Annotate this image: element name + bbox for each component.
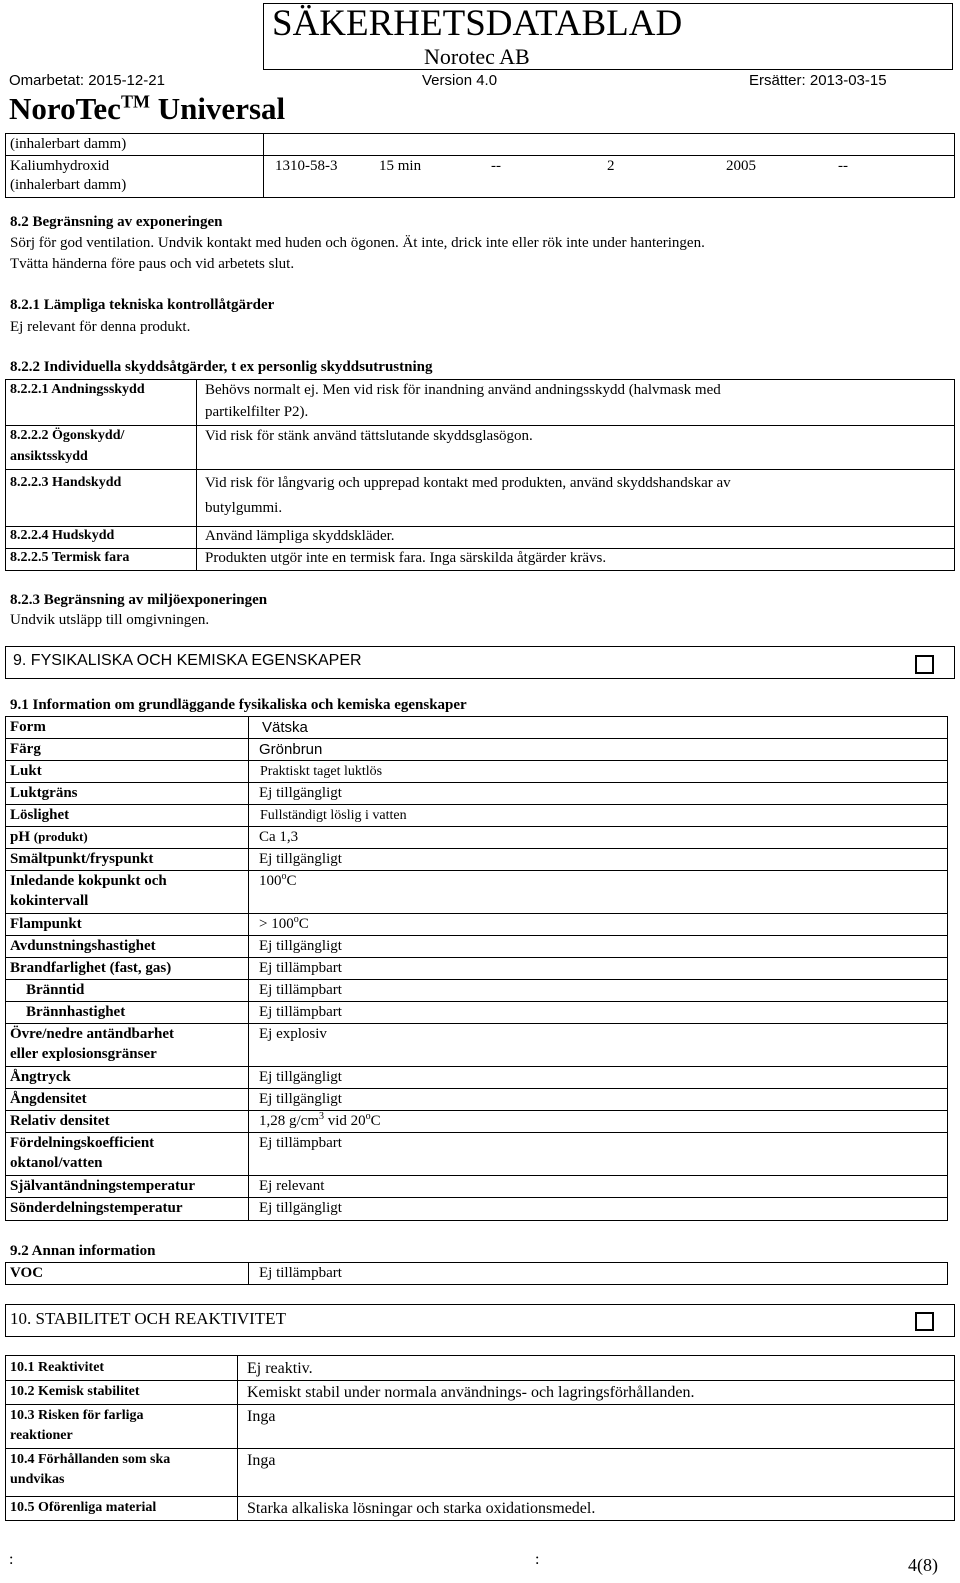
section-8-2-2-heading: 8.2.2 Individuella skyddsåtgärder, t ex personlig skyddsutrustning bbox=[10, 359, 433, 375]
product-name-suffix: Universal bbox=[157, 91, 286, 126]
prop-relative-density-value bbox=[259, 1113, 381, 1130]
prop-odor-threshold-label: Luktgräns bbox=[10, 785, 78, 801]
exposure-cas: 1310-58-3 bbox=[275, 158, 338, 174]
prop-ph-value: Ca 1,3 bbox=[259, 829, 299, 845]
section-8-2-1-text: Ej relevant för denna produkt. bbox=[10, 319, 191, 335]
prop-boiling-degree: o bbox=[281, 871, 287, 882]
prop-flashpoint-value bbox=[259, 916, 309, 933]
prop-autoignition-label: Självantändningstemperatur bbox=[10, 1178, 196, 1194]
prop-relative-density-label: Relativ densitet bbox=[10, 1113, 110, 1129]
voc-table bbox=[5, 1262, 948, 1285]
exposure-value3: -- bbox=[838, 158, 848, 174]
prop-partition-value: Ej tillämpbart bbox=[259, 1135, 342, 1151]
ppe-respiratory-text-2: partikelfilter P2). bbox=[205, 404, 309, 420]
prop-flashpoint-degree: o bbox=[293, 914, 299, 925]
exposure-value1: -- bbox=[491, 158, 501, 174]
prop-relative-density-unit: C bbox=[370, 1113, 381, 1129]
prop-decomposition-value: Ej tillgängligt bbox=[259, 1200, 342, 1216]
prop-flashpoint-label: Flampunkt bbox=[10, 916, 82, 932]
prop-explosion-label-1: Övre/nedre antändbarhet bbox=[10, 1026, 175, 1042]
prop-explosion-value: Ej explosiv bbox=[259, 1026, 327, 1042]
section-8-2-text-1: Sörj för god ventilation. Undvik kontakt med huden och ögonen. Ät inte, drick inte eller rök inte under hanteringen. bbox=[10, 235, 705, 251]
prop-flashpoint-number: > 100 bbox=[259, 916, 294, 932]
prop-evaporation-value: Ej tillgängligt bbox=[259, 938, 342, 954]
prop-flammability-value: Ej tillämpbart bbox=[259, 960, 342, 976]
prop-color-label: Färg bbox=[10, 741, 41, 757]
exposure-year: 2005 bbox=[726, 158, 756, 174]
prop-relative-density-exp: 3 bbox=[319, 1111, 324, 1122]
product-name bbox=[9, 89, 285, 129]
prop-autoignition-value: Ej relevant bbox=[259, 1178, 325, 1194]
prop-burn-rate-value: Ej tillämpbart bbox=[259, 1004, 342, 1020]
prop-vapour-pressure-label: Ångtryck bbox=[10, 1069, 71, 1085]
exposure-period: 15 min bbox=[379, 158, 422, 174]
prop-vapour-density-label: Ångdensitet bbox=[10, 1091, 87, 1107]
conditions-to-avoid-label-1: 10.4 Förhållanden som ska bbox=[10, 1452, 171, 1467]
prop-relative-density-at: vid 20 bbox=[324, 1113, 366, 1129]
exposure-value2: 2 bbox=[607, 158, 615, 174]
section-8-2-3-text: Undvik utsläpp till omgivningen. bbox=[10, 612, 210, 628]
section-10-checkbox[interactable] bbox=[915, 1312, 934, 1331]
prop-partition-label-2: oktanol/vatten bbox=[10, 1155, 103, 1171]
ppe-eye-label-1: 8.2.2.2 Ögonskydd/ bbox=[10, 428, 125, 443]
prop-burn-time-value: Ej tillämpbart bbox=[259, 982, 342, 998]
prop-vapour-density-value: Ej tillgängligt bbox=[259, 1091, 342, 1107]
prop-solubility-label: Löslighet bbox=[10, 807, 70, 823]
ppe-eye-label-2: ansiktsskydd bbox=[10, 449, 88, 464]
prop-form-label: Form bbox=[10, 719, 46, 735]
prop-form-value: Vätska bbox=[262, 719, 308, 736]
prop-partition-label-1: Fördelningskoefficient bbox=[10, 1135, 155, 1151]
prop-boiling-unit: C bbox=[286, 873, 297, 889]
prop-boiling-number: 100 bbox=[259, 873, 282, 889]
ppe-respiratory-text-1: Behövs normalt ej. Men vid risk för inandning använd andningsskydd (halvmask med bbox=[205, 382, 721, 398]
ppe-eye-text: Vid risk för stänk använd tättslutande skyddsglasögon. bbox=[205, 428, 533, 444]
footer-colon-left: : bbox=[9, 1551, 14, 1568]
prop-boiling-label-2: kokintervall bbox=[10, 893, 89, 909]
section-9-heading: 9. FYSIKALISKA OCH KEMISKA EGENSKAPER bbox=[13, 652, 362, 669]
exposure-row2-label: Kaliumhydroxid bbox=[10, 158, 110, 174]
prop-melting-label: Smältpunkt/fryspunkt bbox=[10, 851, 154, 867]
prop-explosion-label-2: eller explosionsgränser bbox=[10, 1046, 157, 1062]
section-8-2-heading: 8.2 Begränsning av exponeringen bbox=[10, 214, 223, 230]
prop-ph-label-qualifier: (produkt) bbox=[33, 829, 88, 844]
prop-color-value: Grönbrun bbox=[259, 741, 323, 758]
ppe-hand-label: 8.2.2.3 Handskydd bbox=[10, 475, 122, 490]
chemical-stability-value: Kemiskt stabil under normala användnings- och lagringsförhållanden. bbox=[247, 1384, 695, 1401]
prop-burn-rate-label: Brännhastighet bbox=[26, 1004, 126, 1020]
footer-colon-center: : bbox=[535, 1551, 540, 1568]
replaces-date: Ersätter: 2013-03-15 bbox=[749, 72, 887, 89]
company-name: Norotec AB bbox=[424, 44, 530, 69]
prop-odor-threshold-value: Ej tillgängligt bbox=[259, 785, 342, 801]
voc-value: Ej tillämpbart bbox=[259, 1265, 342, 1281]
prop-burn-time-label: Bränntid bbox=[26, 982, 85, 998]
ppe-skin-label: 8.2.2.4 Hudskydd bbox=[10, 528, 115, 543]
ppe-thermal-label: 8.2.2.5 Termisk fara bbox=[10, 550, 130, 565]
chemical-stability-label: 10.2 Kemisk stabilitet bbox=[10, 1384, 140, 1399]
incompatible-materials-value: Starka alkaliska lösningar och starka oxidationsmedel. bbox=[247, 1500, 596, 1517]
ppe-skin-text: Använd lämpliga skyddskläder. bbox=[205, 528, 395, 544]
revised-date: Omarbetat: 2015-12-21 bbox=[9, 72, 165, 89]
prop-relative-density-number: 1,28 g/cm bbox=[259, 1113, 319, 1129]
prop-evaporation-label: Avdunstningshastighet bbox=[10, 938, 156, 954]
section-9-1-heading: 9.1 Information om grundläggande fysikaliska och kemiska egenskaper bbox=[10, 697, 467, 713]
section-10-heading: 10. STABILITET OCH REAKTIVITET bbox=[10, 1309, 286, 1328]
voc-label: VOC bbox=[10, 1265, 44, 1281]
exposure-row1-label: (inhalerbart damm) bbox=[10, 136, 127, 152]
prop-flashpoint-unit: C bbox=[298, 916, 309, 932]
hazardous-reactions-value: Inga bbox=[247, 1408, 276, 1425]
prop-flammability-label: Brandfarlighet (fast, gas) bbox=[10, 960, 172, 976]
exposure-row2-label-sub: (inhalerbart damm) bbox=[10, 177, 127, 193]
prop-ph-label bbox=[10, 829, 88, 846]
ppe-thermal-text: Produkten utgör inte en termisk fara. Inga särskilda åtgärder krävs. bbox=[205, 550, 607, 566]
prop-decomposition-label: Sönderdelningstemperatur bbox=[10, 1200, 183, 1216]
reactivity-value: Ej reaktiv. bbox=[247, 1360, 313, 1377]
prop-odor-value: Praktiskt taget luktlös bbox=[260, 764, 383, 779]
conditions-to-avoid-label-2: undvikas bbox=[10, 1472, 65, 1487]
hazardous-reactions-label-2: reaktioner bbox=[10, 1428, 73, 1443]
prop-solubility-value: Fullständigt löslig i vatten bbox=[260, 808, 407, 823]
prop-boiling-label-1: Inledande kokpunkt och bbox=[10, 873, 167, 889]
hazardous-reactions-label-1: 10.3 Risken för farliga bbox=[10, 1408, 144, 1423]
product-name-main: NoroTec bbox=[9, 91, 121, 126]
prop-ph-label-main: pH bbox=[10, 829, 31, 845]
section-9-2-heading: 9.2 Annan information bbox=[10, 1243, 156, 1259]
trademark-mark: TM bbox=[120, 91, 150, 112]
prop-vapour-pressure-value: Ej tillgängligt bbox=[259, 1069, 342, 1085]
ppe-hand-text-2: butylgummi. bbox=[205, 500, 283, 516]
section-8-2-text-2: Tvätta händerna före paus och vid arbetets slut. bbox=[10, 256, 295, 272]
prop-relative-density-degree: o bbox=[365, 1111, 371, 1122]
ppe-hand-text-1: Vid risk för långvarig och upprepad kontakt med produkten, använd skyddshandskar av bbox=[205, 475, 731, 491]
section-8-2-3-heading: 8.2.3 Begränsning av miljöexponeringen bbox=[10, 592, 268, 608]
page-number: 4(8) bbox=[908, 1555, 938, 1575]
document-title: SÄKERHETSDATABLAD bbox=[272, 3, 683, 44]
prop-melting-value: Ej tillgängligt bbox=[259, 851, 342, 867]
ppe-respiratory-label: 8.2.2.1 Andningsskydd bbox=[10, 382, 145, 397]
reactivity-label: 10.1 Reaktivitet bbox=[10, 1360, 105, 1375]
prop-boiling-value bbox=[259, 873, 297, 890]
section-9-checkbox[interactable] bbox=[915, 655, 934, 674]
section-8-2-1-heading: 8.2.1 Lämpliga tekniska kontrollåtgärder bbox=[10, 297, 275, 313]
prop-odor-label: Lukt bbox=[10, 763, 42, 779]
version: Version 4.0 bbox=[422, 72, 498, 89]
incompatible-materials-label: 10.5 Oförenliga material bbox=[10, 1500, 157, 1515]
conditions-to-avoid-value: Inga bbox=[247, 1452, 276, 1469]
